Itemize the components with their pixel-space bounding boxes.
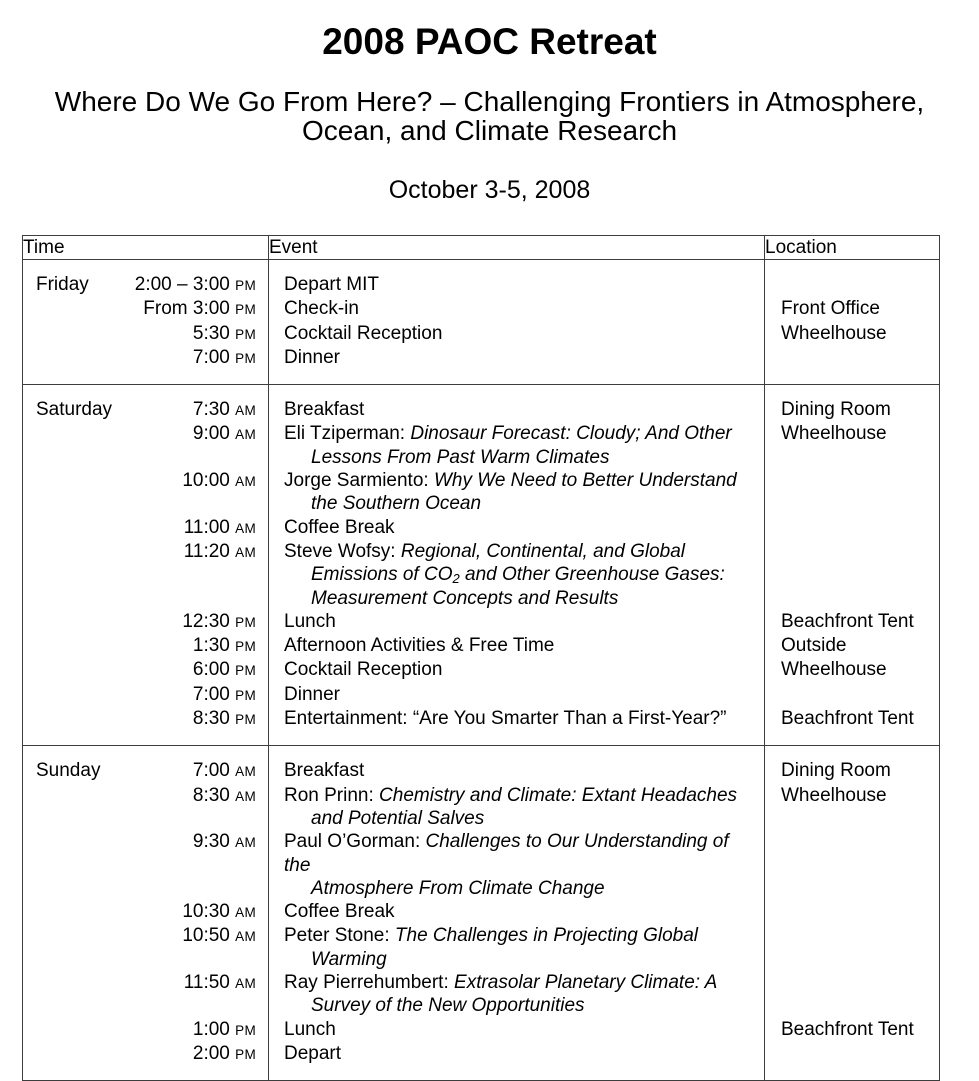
location-cell: Wheelhouse: [765, 322, 940, 346]
schedule-row: [23, 707, 940, 746]
time-cell: [23, 707, 269, 746]
event-line-continuation: [284, 446, 756, 469]
time-value: 2:00 – 3:00: [134, 274, 230, 295]
schedule-row: [23, 1018, 940, 1042]
meridiem-label: AM: [235, 520, 256, 536]
day-label: Saturday: [36, 399, 113, 421]
event-date: October 3-5, 2008: [388, 176, 591, 204]
location-cell: [765, 924, 940, 971]
schedule-row: [23, 658, 940, 682]
day-section-saturday: [23, 385, 940, 746]
event-line-continuation: [284, 877, 756, 900]
talk-title: the Southern Ocean: [311, 493, 482, 515]
location-cell: Beachfront Tent: [765, 610, 940, 634]
schedule-row: [23, 516, 940, 540]
event-cell: [269, 610, 765, 634]
schedule-row: [23, 971, 940, 1018]
event-line: Lunch: [284, 610, 336, 632]
location-cell: [765, 469, 940, 516]
schedule-row: [23, 422, 940, 469]
time-value: 9:00: [192, 423, 230, 445]
time-value: 6:00: [192, 659, 230, 681]
schedule-row: [23, 830, 940, 900]
event-line: Breakfast: [284, 760, 365, 782]
time-cell: [23, 346, 269, 385]
schedule-row: [23, 322, 940, 346]
schedule-row: [23, 297, 940, 321]
time-cell: [23, 516, 269, 540]
event-cell: [269, 346, 765, 385]
schedule-row: [23, 540, 940, 610]
event-cell: [269, 830, 765, 900]
location-cell: [765, 830, 940, 900]
schedule-row: [23, 634, 940, 658]
time-cell: [23, 540, 269, 610]
subtitle-line-1: Where Do We Go From Here? – Challenging Frontiers in Atmosphere,: [54, 86, 925, 117]
schedule-row: [23, 610, 940, 634]
event-cell: [269, 1018, 765, 1042]
talk-title: Measurement Concepts and Results: [311, 587, 619, 609]
meridiem-label: PM: [235, 712, 256, 728]
time-value: 9:30: [192, 831, 230, 853]
speaker-name: Paul O’Gorman:: [284, 831, 426, 853]
meridiem-label: PM: [235, 278, 256, 293]
meridiem-label: AM: [235, 427, 256, 443]
event-line: [284, 784, 756, 807]
day-section-sunday: [23, 746, 940, 1081]
time-cell: [23, 1018, 269, 1042]
time-value: 11:50: [183, 972, 230, 994]
speaker-name: Ray Pierrehumbert:: [284, 972, 455, 994]
column-header-location: Location: [765, 236, 940, 260]
page-subtitle: [0, 87, 979, 145]
schedule-row: [23, 924, 940, 971]
event-cell: [269, 784, 765, 831]
schedule-row: [23, 469, 940, 516]
event-line: Lunch: [284, 1018, 336, 1040]
meridiem-label: AM: [235, 403, 256, 419]
time-cell: [23, 297, 269, 321]
event-cell: [269, 900, 765, 924]
talk-title: Atmosphere From Climate Change: [311, 877, 605, 899]
speaker-name: Jorge Sarmiento:: [284, 470, 434, 492]
time-cell: [23, 830, 269, 900]
page-title: 2008 PAOC Retreat: [322, 21, 657, 62]
time-value: 12:30: [182, 610, 230, 632]
meridiem-label: AM: [235, 474, 256, 490]
time-cell: [23, 422, 269, 469]
event-cell: [269, 746, 765, 784]
location-cell: [765, 900, 940, 924]
talk-title: Challenges to Our Understanding of the: [284, 831, 729, 876]
speaker-name: Eli Tziperman:: [284, 423, 411, 445]
day-section-friday: [23, 260, 940, 385]
schedule-row: [23, 260, 940, 298]
meridiem-label: AM: [235, 929, 256, 945]
talk-title: Chemistry and Climate: Extant Headaches: [379, 784, 738, 806]
event-line-continuation: [284, 948, 756, 971]
meridiem-label: PM: [235, 302, 256, 318]
time-cell: [23, 634, 269, 658]
time-value: 10:30: [182, 901, 230, 923]
event-line: [284, 924, 756, 947]
time-cell: [23, 1042, 269, 1081]
location-cell: Outside: [765, 634, 940, 658]
time-value: 11:00: [183, 516, 230, 538]
time-cell: [23, 746, 269, 784]
meridiem-label: AM: [235, 544, 256, 560]
location-cell: Wheelhouse: [765, 784, 940, 831]
time-value: 7:30: [192, 399, 230, 421]
speaker-name: Steve Wofsy:: [284, 540, 401, 562]
event-cell: [269, 260, 765, 298]
time-value: 7:00: [192, 346, 230, 368]
event-cell: [269, 322, 765, 346]
day-label: Sunday: [36, 760, 101, 782]
time-cell: [23, 900, 269, 924]
meridiem-label: PM: [235, 663, 256, 679]
event-line: Cocktail Reception: [284, 659, 443, 681]
location-cell: [765, 971, 940, 1018]
event-cell: [269, 1042, 765, 1081]
event-line-continuation: [284, 807, 756, 830]
talk-title: Survey of the New Opportunities: [311, 995, 585, 1017]
talk-title: Lessons From Past Warm Climates: [311, 446, 610, 468]
time-cell: [23, 469, 269, 516]
meridiem-label: PM: [235, 639, 256, 655]
event-line: Dinner: [284, 346, 340, 368]
event-line: [284, 469, 756, 492]
time-value: 11:20: [183, 540, 230, 562]
event-line: Afternoon Activities & Free Time: [284, 635, 555, 657]
column-header-time: Time: [23, 236, 269, 260]
event-line-continuation: [284, 994, 756, 1017]
talk-title: Warming: [311, 948, 387, 970]
event-cell: [269, 469, 765, 516]
time-value: 10:00: [182, 470, 230, 492]
talk-title: and Potential Salves: [311, 807, 485, 829]
meridiem-label: PM: [235, 1022, 256, 1038]
event-line: Coffee Break: [284, 516, 395, 538]
event-line: Dinner: [284, 683, 340, 705]
event-line: [284, 540, 756, 563]
event-line-continuation: [284, 563, 756, 586]
event-line-continuation: [284, 492, 756, 515]
day-label: Friday: [36, 274, 89, 295]
time-value: From 3:00: [143, 298, 230, 320]
subscript-2: 2: [452, 571, 460, 587]
subtitle-line-2: Ocean, and Climate Research: [301, 115, 678, 146]
time-cell: [23, 658, 269, 682]
time-cell: [23, 322, 269, 346]
meridiem-label: AM: [235, 976, 256, 992]
schedule-row: [23, 746, 940, 784]
event-cell: [269, 924, 765, 971]
event-cell: [269, 658, 765, 682]
location-cell: Beachfront Tent: [765, 707, 940, 746]
event-line: [284, 971, 756, 994]
time-value: 8:30: [192, 784, 230, 806]
time-value: 5:30: [192, 322, 230, 344]
location-cell: Wheelhouse: [765, 658, 940, 682]
time-value: 1:30: [192, 635, 230, 657]
event-cell: [269, 971, 765, 1018]
meridiem-label: PM: [235, 1046, 256, 1062]
event-line: Depart MIT: [284, 274, 380, 295]
event-cell: [269, 707, 765, 746]
meridiem-label: PM: [235, 687, 256, 703]
event-line: Check-in: [284, 298, 359, 320]
event-cell: [269, 297, 765, 321]
event-cell: [269, 385, 765, 423]
location-cell: Front Office: [765, 297, 940, 321]
event-line: Coffee Break: [284, 901, 395, 923]
schedule-row: [23, 900, 940, 924]
talk-title: Regional, Continental, and Global: [400, 540, 685, 562]
talk-title: Dinosaur Forecast: Cloudy; And Other: [410, 423, 732, 445]
location-cell: Dining Room: [765, 385, 940, 423]
schedule-row: [23, 346, 940, 385]
event-cell: [269, 683, 765, 707]
meridiem-label: AM: [235, 905, 256, 921]
event-line: Cocktail Reception: [284, 322, 443, 344]
time-cell: [23, 971, 269, 1018]
schedule-row: [23, 784, 940, 831]
event-line: [284, 422, 756, 445]
meridiem-label: PM: [235, 614, 256, 630]
location-cell: [765, 516, 940, 540]
time-cell: [23, 784, 269, 831]
talk-title: Extrasolar Planetary Climate: A: [454, 972, 718, 994]
meridiem-label: AM: [235, 764, 256, 780]
location-cell: Dining Room: [765, 746, 940, 784]
event-line-continuation: [284, 587, 756, 610]
meridiem-label: AM: [235, 835, 256, 851]
event-line: Entertainment: “Are You Smarter Than a First-Year?”: [284, 708, 727, 730]
talk-title: Emissions of $CO_2$ and Other Greenhouse Gases:: [311, 564, 725, 587]
location-cell: [765, 260, 940, 298]
schedule-row: [23, 683, 940, 707]
header-row: [23, 236, 940, 260]
time-value: 1:00: [192, 1018, 230, 1040]
event-cell: [269, 422, 765, 469]
schedule-row: [23, 1042, 940, 1081]
event-line: Depart: [284, 1042, 342, 1064]
schedule-table: [22, 235, 940, 1081]
event-line: [284, 830, 756, 877]
meridiem-label: AM: [235, 788, 256, 804]
event-cell: [269, 634, 765, 658]
location-cell: Beachfront Tent: [765, 1018, 940, 1042]
time-cell: [23, 683, 269, 707]
time-value: 8:30: [192, 708, 230, 730]
schedule-row: [23, 385, 940, 423]
time-value: 10:50: [182, 925, 230, 947]
time-value: 7:00: [192, 683, 230, 705]
time-cell: [23, 924, 269, 971]
location-cell: [765, 540, 940, 610]
location-cell: [765, 1042, 940, 1081]
column-header-event: Event: [269, 236, 765, 260]
event-line: Breakfast: [284, 399, 365, 421]
talk-title: Why We Need to Better Understand: [433, 470, 737, 492]
speaker-name: Peter Stone:: [284, 925, 395, 947]
location-cell: [765, 346, 940, 385]
time-cell: [23, 385, 269, 423]
time-value: 7:00: [192, 760, 230, 782]
time-cell: [23, 610, 269, 634]
speaker-name: Ron Prinn:: [284, 784, 380, 806]
time-cell: [23, 260, 269, 298]
location-cell: Wheelhouse: [765, 422, 940, 469]
event-cell: [269, 516, 765, 540]
meridiem-label: PM: [235, 326, 256, 342]
event-cell: [269, 540, 765, 610]
location-cell: [765, 683, 940, 707]
time-value: 2:00: [192, 1042, 230, 1064]
talk-title: The Challenges in Projecting Global: [394, 925, 699, 947]
meridiem-label: PM: [235, 350, 256, 366]
